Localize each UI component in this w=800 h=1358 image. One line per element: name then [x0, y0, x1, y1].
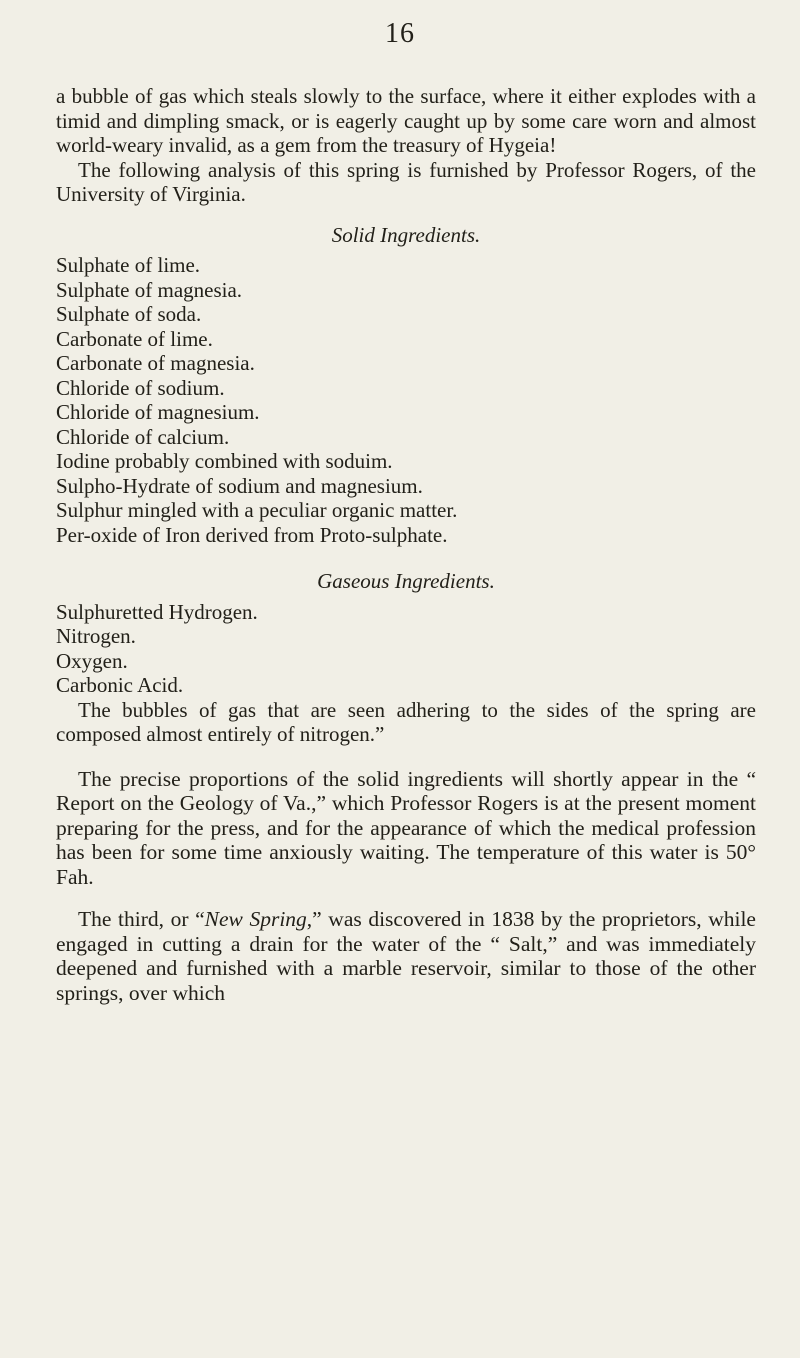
- list-item: Carbonate of lime.: [56, 326, 213, 351]
- list-item: Chloride of sodium.: [56, 375, 225, 400]
- page-body: [56, 84, 756, 1005]
- list-item: Nitrogen.: [56, 624, 136, 648]
- list-item: Carbonic Acid.: [56, 673, 184, 697]
- solid-ingredients-heading: Solid Ingredients.: [331, 222, 481, 247]
- list-item: Per-oxide of Iron derived from Proto-sulphate.: [56, 522, 448, 547]
- list-item: Sulphate of soda.: [56, 302, 202, 326]
- new-spring-title: New Spring: [204, 907, 307, 931]
- list-item: Iodine probably combined with soduim.: [56, 449, 393, 473]
- list-item: Chloride of magnesium.: [56, 400, 260, 424]
- new-spring-text-rest: ,” was discovered in 1838 by the proprietors, while engaged in cutting a drain for the water of the “ Salt,” and was immediately deepened and furnished with a marble reservoir, similar to those of the other springs, over which: [56, 907, 756, 1005]
- paragraph-new-spring: [56, 907, 756, 1005]
- list-item: Oxygen.: [56, 648, 128, 673]
- list-item: Sulphate of magnesia.: [56, 277, 243, 302]
- paragraph-gas-bubble: a bubble of gas which steals slowly to the surface, where it either explodes with a timid and dimpling smack, or is eagerly caught up by some care worn and almost world-weary invalid, as a gem from the treasury of Hygeia!: [56, 84, 756, 157]
- list-item: Sulpho-Hydrate of sodium and magnesium.: [56, 473, 423, 498]
- paragraph-analysis-intro: The following analysis of this spring is furnished by Professor Rogers, of the University of Virginia.: [56, 157, 756, 206]
- page-number: 16: [385, 18, 415, 49]
- list-item: Sulphate of lime.: [56, 253, 201, 277]
- list-item: Sulphur mingled with a peculiar organic matter.: [56, 498, 458, 522]
- gaseous-ingredients-list: [56, 600, 756, 698]
- paragraph-proportions: The precise proportions of the solid ingredients will shortly appear in the “ Report on the Geology of Va.,” which Professor Rogers is at the present moment preparing for the press, and for the appearance of which the medical profession has been for some time anxiously waiting. The temperature of this water is 50° Fah.: [56, 766, 756, 889]
- list-item: Sulphuretted Hydrogen.: [56, 599, 258, 624]
- list-item: Chloride of calcium.: [56, 424, 230, 449]
- solid-ingredients-list: [56, 253, 756, 547]
- new-spring-text-start: The third, or “: [78, 907, 205, 931]
- list-item: Carbonate of magnesia.: [56, 351, 255, 375]
- paragraph-nitrogen-bubbles: The bubbles of gas that are seen adhering to the sides of the spring are composed almost entirely of nitrogen.”: [56, 697, 756, 746]
- gaseous-ingredients-heading: Gaseous Ingredients.: [317, 569, 495, 593]
